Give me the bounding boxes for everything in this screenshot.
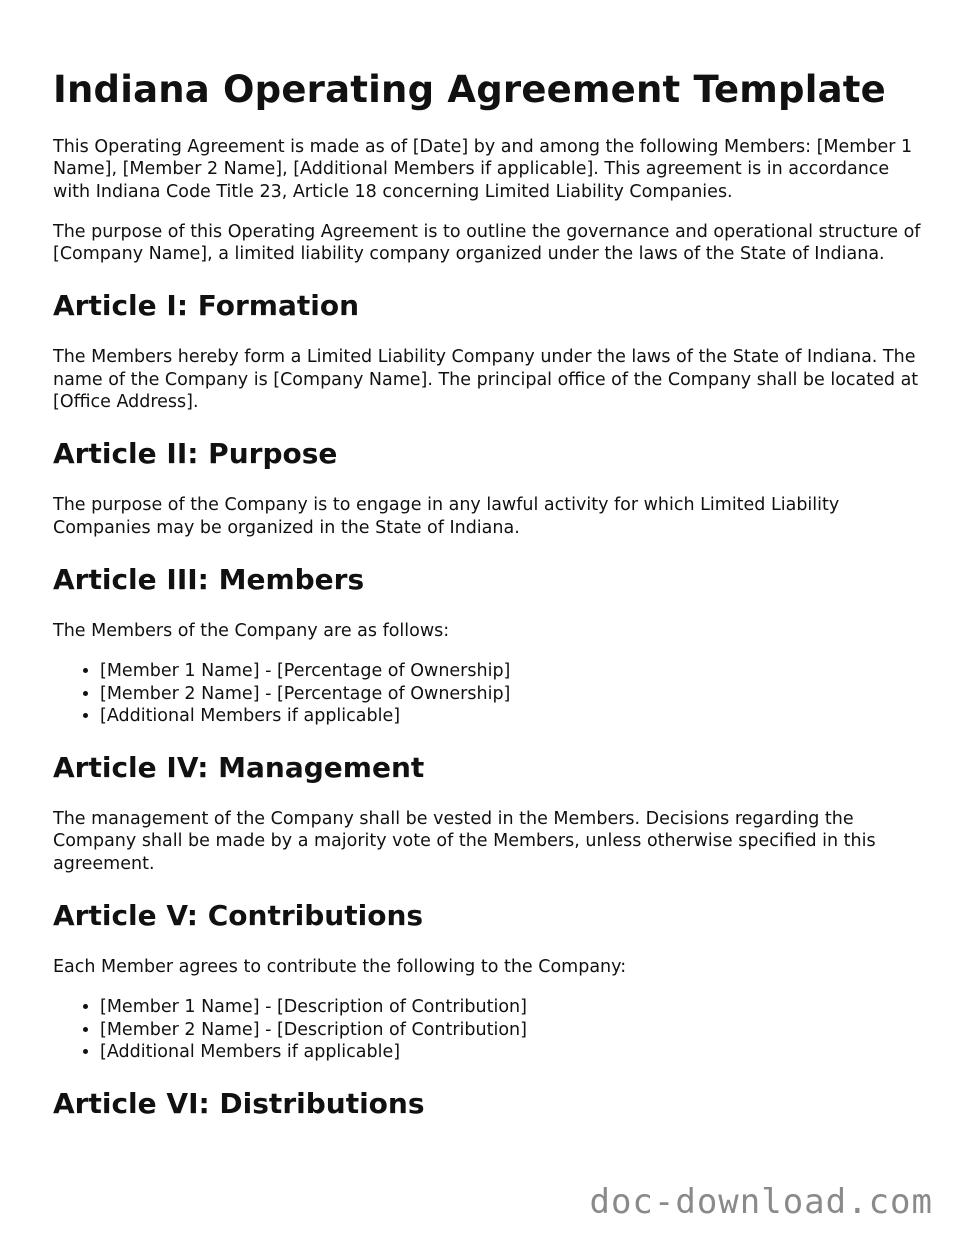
purpose-paragraph: The purpose of this Operating Agreement is to outline the governance and operational structure of [Company Name], a limited liability company organized under the laws of the State of Indiana. xyxy=(53,221,921,265)
list-item: • [Additional Members if applicable] xyxy=(100,1041,923,1063)
article-4-heading: Article IV: Management xyxy=(53,751,425,785)
article-3-heading: Article III: Members xyxy=(53,562,365,596)
article-1-text: The Members hereby form a Limited Liability Company under the laws of the State of Indiana. The name of the Company is [Company Name]. The principal office of the Company shall be located at [Office Address]. xyxy=(53,347,919,413)
intro-paragraph: This Operating Agreement is made as of [Date] by and among the following Members: [Member 1 Name], [Member 2 Name], [Additional Members if applicable]. This agreement is in accordance with Indiana Code Title 23, Article 18 concerning Limited Liability Companies. xyxy=(53,137,913,202)
article-1-heading: Article I: Formation xyxy=(53,289,360,323)
article-3-text: The Members of the Company are as follows: xyxy=(53,620,450,641)
article-4-text: The management of the Company shall be vested in the Members. Decisions regarding the Company shall be made by a majority vote of the Members, unless otherwise specified in this agreement. xyxy=(53,809,876,874)
watermark: doc-download.com xyxy=(589,1182,933,1222)
article-2-heading: Article II: Purpose xyxy=(53,437,338,471)
members-list xyxy=(53,660,923,727)
list-item: • [Member 1 Name] - [Percentage of Ownership] xyxy=(100,660,923,682)
list-item: • [Member 2 Name] - [Percentage of Ownership] xyxy=(100,683,923,705)
list-item: • [Additional Members if applicable] xyxy=(100,705,923,727)
article-2-text: The purpose of the Company is to engage in any lawful activity for which Limited Liability Companies may be organized in the State of Indiana. xyxy=(53,495,840,538)
article-5-text: Each Member agrees to contribute the following to the Company: xyxy=(53,957,627,978)
article-5-heading: Article V: Contributions xyxy=(53,899,424,933)
contributions-list xyxy=(53,996,923,1063)
document-title: Indiana Operating Agreement Template xyxy=(53,68,886,111)
list-item: • [Member 2 Name] - [Description of Contribution] xyxy=(100,1019,923,1041)
list-item: • [Member 1 Name] - [Description of Contribution] xyxy=(100,996,923,1018)
document-page xyxy=(53,66,923,1144)
article-6-heading: Article VI: Distributions xyxy=(53,1087,425,1121)
